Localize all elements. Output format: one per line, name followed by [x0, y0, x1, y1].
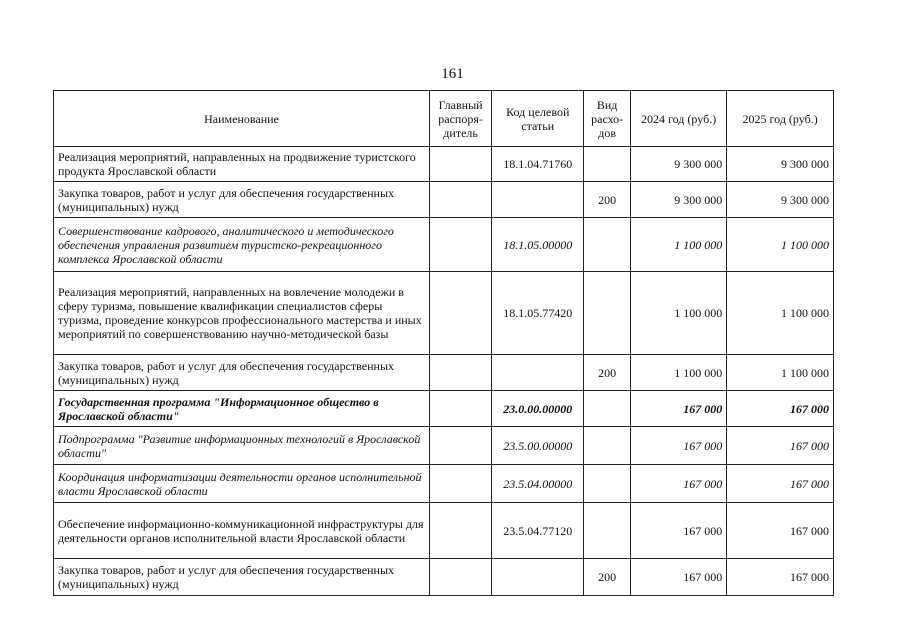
cell-target-code: 23.5.04.77120 — [492, 503, 584, 559]
cell-expense-type — [584, 391, 631, 427]
table-row — [54, 465, 834, 503]
cell-expense-type — [584, 427, 631, 465]
cell-year-2025: 9 300 000 — [727, 147, 834, 182]
cell-name: Реализация мероприятий, направленных на продвижение туристского продукта Ярославской области — [54, 147, 430, 182]
cell-year-2024: 9 300 000 — [630, 147, 726, 182]
cell-year-2024: 1 100 000 — [630, 272, 726, 355]
cell-main-manager — [430, 218, 492, 272]
cell-target-code: 18.1.04.71760 — [492, 147, 584, 182]
cell-year-2024: 167 000 — [630, 391, 726, 427]
cell-target-code: 23.5.00.00000 — [492, 427, 584, 465]
table-row — [54, 147, 834, 182]
cell-main-manager — [430, 182, 492, 218]
cell-target-code — [492, 182, 584, 218]
cell-main-manager — [430, 559, 492, 596]
cell-year-2025: 9 300 000 — [727, 182, 834, 218]
cell-year-2025: 1 100 000 — [727, 272, 834, 355]
header-expense-type: Вид расхо-дов — [584, 91, 631, 147]
cell-main-manager — [430, 465, 492, 503]
cell-expense-type: 200 — [584, 355, 631, 391]
cell-year-2024: 167 000 — [630, 503, 726, 559]
cell-main-manager — [430, 147, 492, 182]
cell-name: Обеспечение информационно-коммуникационной инфраструктуры для деятельности органов исполнительной власти Ярославской области — [54, 503, 430, 559]
cell-year-2025: 167 000 — [727, 391, 834, 427]
page-number: 161 — [441, 66, 464, 82]
header-year-2025: 2025 год (руб.) — [727, 91, 834, 147]
header-main-manager: Главный распоря-дитель — [430, 91, 492, 147]
cell-year-2024: 167 000 — [630, 465, 726, 503]
cell-expense-type — [584, 272, 631, 355]
cell-year-2024: 167 000 — [630, 559, 726, 596]
table-row — [54, 559, 834, 596]
cell-name: Координация информатизации деятельности органов исполнительной власти Ярославской области — [54, 465, 430, 503]
table-body — [54, 147, 834, 596]
cell-name: Совершенствование кадрового, аналитического и методического обеспечения управления развитием туристско-рекреационного комплекса Ярославской области — [54, 218, 430, 272]
cell-target-code: 18.1.05.00000 — [492, 218, 584, 272]
cell-year-2025: 167 000 — [727, 559, 834, 596]
cell-name: Государственная программа "Информационное общество в Ярославской области" — [54, 391, 430, 427]
table-row — [54, 218, 834, 272]
cell-target-code — [492, 559, 584, 596]
header-target-code: Код целевой статьи — [492, 91, 584, 147]
cell-target-code: 23.5.04.00000 — [492, 465, 584, 503]
cell-expense-type — [584, 503, 631, 559]
cell-expense-type — [584, 147, 631, 182]
cell-year-2025: 167 000 — [727, 465, 834, 503]
cell-target-code: 23.0.00.00000 — [492, 391, 584, 427]
table-row — [54, 391, 834, 427]
header-name: Наименование — [54, 91, 430, 147]
cell-expense-type — [584, 218, 631, 272]
cell-name: Закупка товаров, работ и услуг для обеспечения государственных (муниципальных) нужд — [54, 182, 430, 218]
cell-year-2024: 9 300 000 — [630, 182, 726, 218]
table-row — [54, 427, 834, 465]
cell-main-manager — [430, 355, 492, 391]
table-row — [54, 503, 834, 559]
cell-main-manager — [430, 427, 492, 465]
cell-name: Подпрограмма "Развитие информационных технологий в Ярославской области" — [54, 427, 430, 465]
cell-year-2024: 1 100 000 — [630, 355, 726, 391]
cell-expense-type: 200 — [584, 182, 631, 218]
cell-name: Реализация мероприятий, направленных на вовлечение молодежи в сферу туризма, повышение квалификации специалистов сферы туризма, проведение конкурсов профессионального мастерства и иных мероприятий по совершенствованию научно-методической базы — [54, 272, 430, 355]
cell-year-2024: 1 100 000 — [630, 218, 726, 272]
cell-name: Закупка товаров, работ и услуг для обеспечения государственных (муниципальных) нужд — [54, 559, 430, 596]
cell-year-2025: 1 100 000 — [727, 355, 834, 391]
table-row — [54, 355, 834, 391]
cell-name: Закупка товаров, работ и услуг для обеспечения государственных (муниципальных) нужд — [54, 355, 430, 391]
cell-target-code: 18.1.05.77420 — [492, 272, 584, 355]
cell-year-2024: 167 000 — [630, 427, 726, 465]
cell-main-manager — [430, 503, 492, 559]
budget-table — [53, 90, 834, 596]
cell-year-2025: 167 000 — [727, 503, 834, 559]
cell-main-manager — [430, 391, 492, 427]
cell-expense-type — [584, 465, 631, 503]
header-year-2024: 2024 год (руб.) — [630, 91, 726, 147]
table-header-row — [54, 91, 834, 147]
cell-main-manager — [430, 272, 492, 355]
cell-target-code — [492, 355, 584, 391]
cell-year-2025: 167 000 — [727, 427, 834, 465]
table-row — [54, 182, 834, 218]
cell-year-2025: 1 100 000 — [727, 218, 834, 272]
table-row — [54, 272, 834, 355]
cell-expense-type: 200 — [584, 559, 631, 596]
